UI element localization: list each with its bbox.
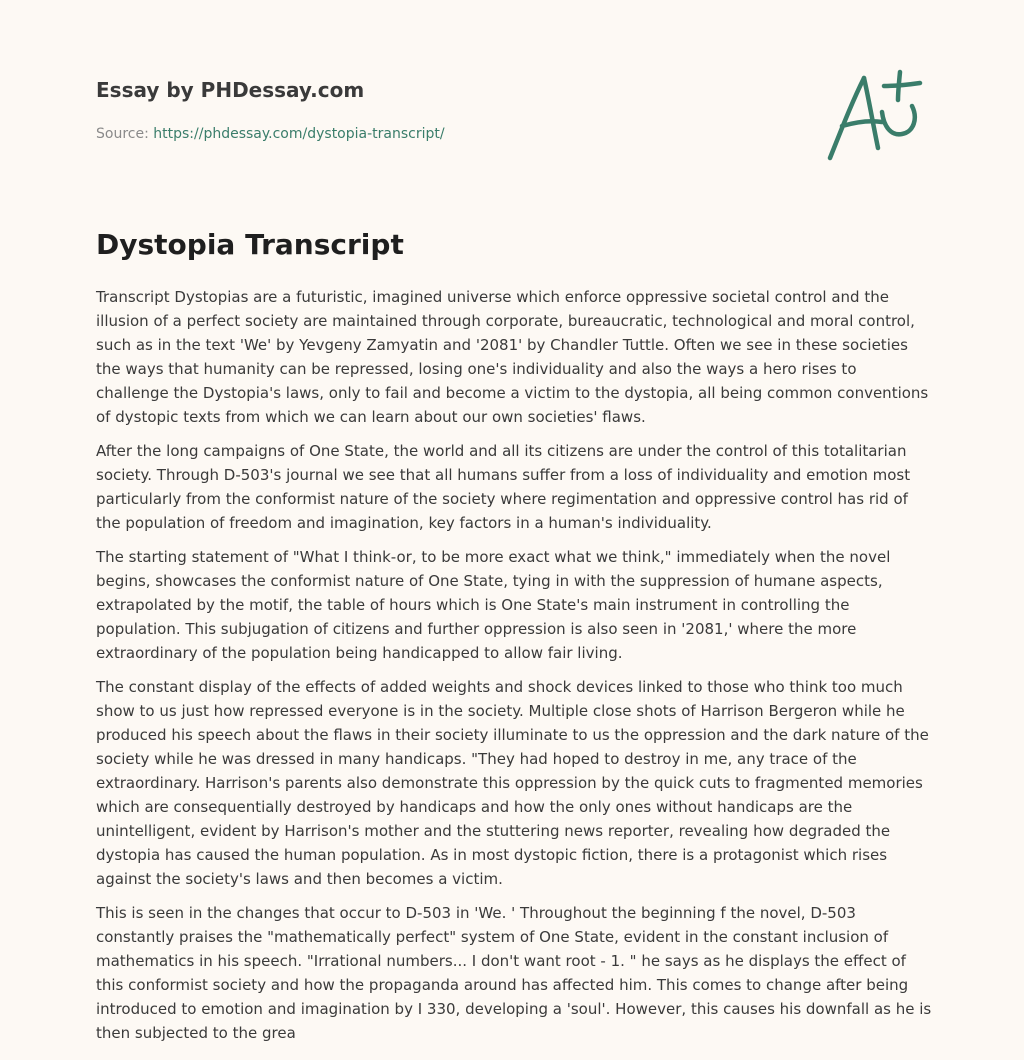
source-link[interactable]: https://phdessay.com/dystopia-transcript/	[153, 126, 445, 142]
paragraph: The constant display of the effects of added weights and shock devices linked to those who think too much show to us just how repressed everyone is in the society. Multiple close shots of Harrison Bergeron while he produced his speech about the flaws in their society illuminate to us the oppression and the dark nature of the society while he was dressed in many handicaps. "They had hoped to destroy in me, any trace of the extraordinary. Harrison's parents also demonstrate this oppression by the quick cuts to fragmented memories which are consequentially destroyed by handicaps and how the only ones without handicaps are the unintelligent, evident by Harrison's mother and the stuttering news reporter, revealing how degraded the dystopia has caused the human population. As in most dystopic fiction, there is a protagonist which rises against the society's laws and then becomes a victim.	[96, 678, 929, 888]
source-label: Source:	[96, 126, 154, 142]
essay-header	[96, 76, 796, 144]
paragraph: Transcript Dystopias are a futuristic, imagined universe which enforce oppressive societal control and the illusion of a perfect society are maintained through corporate, bureaucratic, technological and moral control, such as in the text 'We' by Yevgeny Zamyatin and '2081' by Chandler Tuttle. Often we see in these societies the ways that humanity can be repressed, losing one's individuality and also the ways a hero rises to challenge the Dystopia's laws, only to fail and become a victim to the dystopia, all being common conventions of dystopic texts from which we can learn about our own societies' flaws.	[96, 288, 929, 426]
paragraph: After the long campaigns of One State, the world and all its citizens are under the control of this totalitarian society. Through D-503's journal we see that all humans suffer from a loss of individuality and emotion most particularly from the conformist nature of the society where regimentation and oppressive control has rid of the population of freedom and imagination, key factors in a human's individuality.	[96, 442, 911, 532]
page-title: Dystopia Transcript	[96, 228, 404, 261]
paragraph: The starting statement of "What I think-or, to be more exact what we think," immediately when the novel begins, showcases the conformist nature of One State, tying in with the suppression of humane aspects, extrapolated by the motif, the table of hours which is One State's main instrument in controlling the population. This subjugation of citizens and further oppression is also seen in '2081,' where the more extraordinary of the population being handicapped to allow fair living.	[96, 548, 891, 662]
brand-title: Essay by PHDessay.com	[96, 78, 365, 102]
essay-body	[96, 285, 932, 1055]
a-plus-logo	[820, 66, 930, 166]
a-plus-logo-icon	[820, 66, 930, 166]
source-line	[96, 124, 796, 144]
paragraph: This is seen in the changes that occur to D-503 in 'We. ' Throughout the beginning f the novel, D-503 constantly praises the "mathematically perfect" system of One State, evident in the constant inclusion of mathematics in his speech. "Irrational numbers... I don't want root - 1. " he says as he displays the effect of this conformist society and how the propaganda around has affected him. This comes to change after being introduced to emotion and imagination by I 330, developing a 'soul'. However, this causes his downfall as he is then subjected to the grea	[96, 904, 932, 1042]
